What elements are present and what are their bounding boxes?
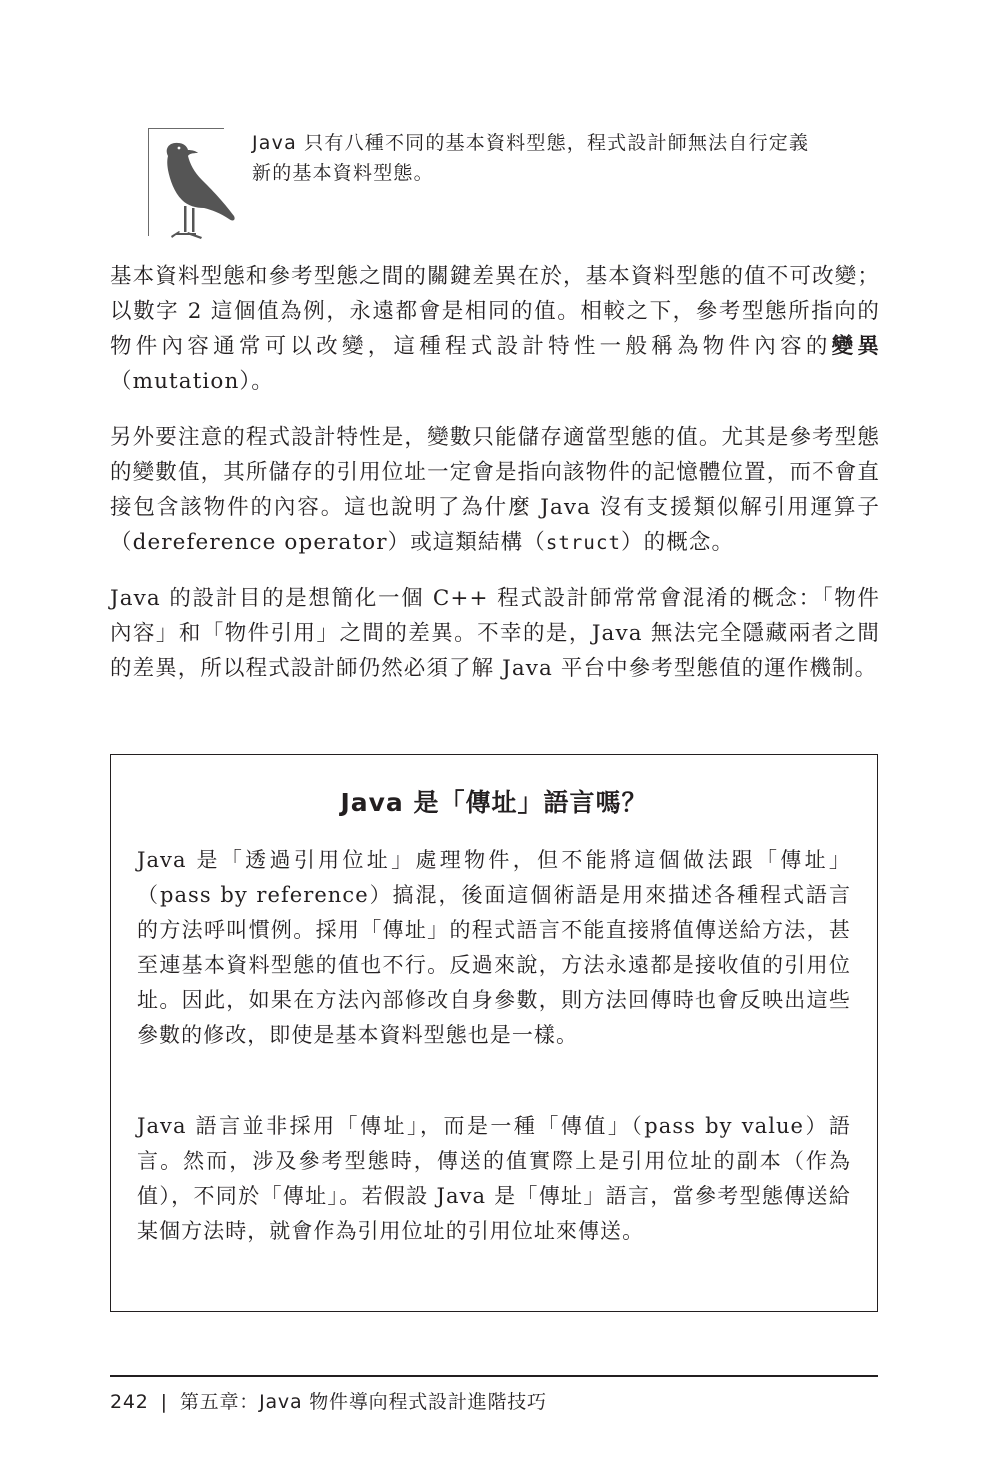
chapter-title: 第五章：Java 物件導向程式設計進階技巧 <box>179 1391 547 1413</box>
sidebar-paragraph: Java 是「透過引用位址」處理物件，但不能將這個做法跟「傳址」（pass by reference）搞混，後面這個術語是用來描述各種程式語言的方法呼叫慣例。採用「傳址」的程式語言不能直接將值傳送給方法，甚至連基本資料型態的值也不行。反過來說，方法永遠都是接收值的引用位址。因此，如果在方法內部修改自身參數，則方法回傳時也會反映出這些參數的修改，即使是基本資料型態也是一樣。 <box>137 848 851 1047</box>
sidebar-paragraph: Java 語言並非採用「傳址」，而是一種「傳值」（pass by value）語言。然而，涉及參考型態時，傳送的值實際上是引用位址的副本（作為值），不同於「傳址」。若假設 Java 是「傳址」語言，當參考型態傳送給某個方法時，就會作為引用位址的引用位址來傳送。 <box>137 1114 851 1243</box>
footer-separator: | <box>160 1391 168 1413</box>
paragraph-variable-types <box>110 420 880 561</box>
term-mutation: 變異 <box>831 334 880 359</box>
page-footer <box>110 1387 547 1414</box>
code-struct: struct <box>545 532 622 554</box>
paragraph-text: ）的概念。 <box>621 530 735 555</box>
paragraph-text: （mutation）。 <box>110 369 274 394</box>
paragraph-primitive-vs-reference <box>110 259 880 399</box>
crow-icon <box>150 134 240 242</box>
sidebar-box <box>110 754 878 1312</box>
page-number: 242 <box>110 1391 149 1413</box>
paragraph-text: 另外要注意的程式設計特性是，變數只能儲存適當型態的值。尤其是參考型態的變數值，其所儲存的引用位址一定會是指向該物件的記憶體位置，而不會直接包含該物件的內容。這也說明了為什麼 Java 沒有支援類似解引用運算子（dereference operator）或這類結構（ <box>110 425 880 555</box>
paragraph-java-design: Java 的設計目的是想簡化一個 C++ 程式設計師常常會混淆的概念：「物件內容」和「物件引用」之間的差異。不幸的是，Java 無法完全隱藏兩者之間的差異，所以程式設計師仍然必須了解 Java 平台中參考型態值的運作機制。 <box>110 586 880 681</box>
sidebar-title: Java 是「傳址」語言嗎？ <box>340 788 648 817</box>
paragraph-text: 基本資料型態和參考型態之間的關鍵差異在於，基本資料型態的值不可改變；以數字 2 這個值為例，永遠都會是相同的值。相較之下，參考型態所指向的物件內容通常可以改變，這種程式設計特性一般稱為物件內容的 <box>110 264 880 359</box>
tip-text: Java 只有八種不同的基本資料型態，程式設計師無法自行定義新的基本資料型態。 <box>252 132 810 184</box>
footer-divider <box>110 1375 878 1377</box>
